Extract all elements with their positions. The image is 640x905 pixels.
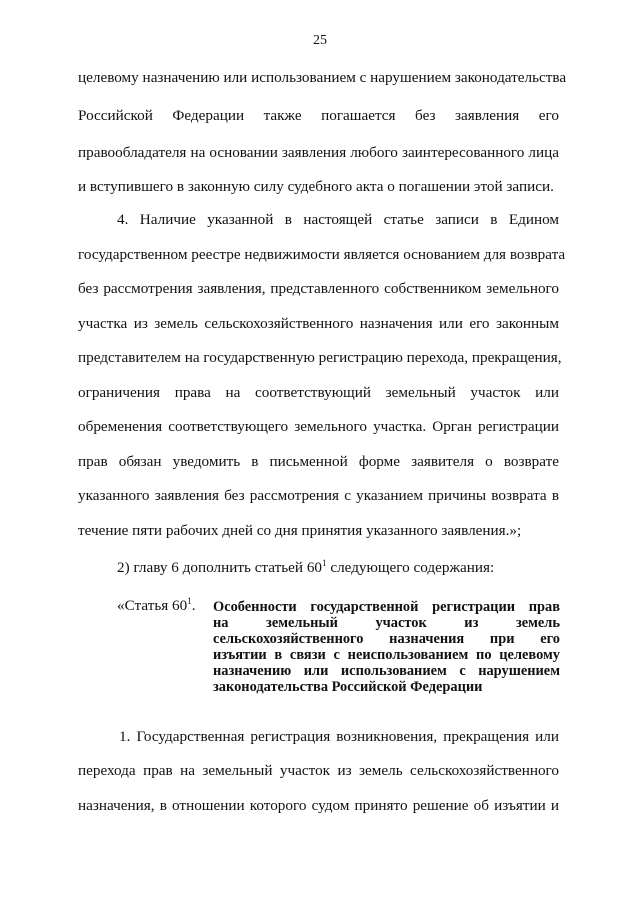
article-title-line: сельскохозяйственного назначения при его [213,631,560,647]
body-text-line: Российской Федерации также погашается без заявления его [78,107,559,124]
body-text-line: правообладателя на основании заявления любого заинтересованного лица [78,144,559,161]
superscript: 1 [322,558,327,568]
amendment-item-text: следующего содержания: [326,559,495,576]
body-text-line: представителем на государственную регистрацию перехода, прекращения, [78,349,562,366]
article-title [213,599,560,695]
article-title-line: изъятии в связи с неиспользованием по целевому [213,647,560,663]
body-text-line: обременения соответствующего земельного участка. Орган регистрации [78,418,559,435]
amendment-item-text: 2) главу 6 дополнить статьей 60 [117,559,323,576]
body-text-line: назначения, в отношении которого судом принято решение об изъятии и [78,797,559,814]
article-label [117,597,196,615]
article-label-prefix: «Статья 60 [117,597,188,614]
body-text-line: 1. Государственная регистрация возникновения, прекращения или [119,728,559,745]
page-number: 25 [313,33,327,48]
article-title-line: Особенности государственной регистрации прав [213,599,560,615]
article-title-line: законодательства Российской Федерации [213,679,483,695]
body-text-line: течение пяти рабочих дней со дня принятия указанного заявления.»; [78,522,522,539]
body-text-line: прав обязан уведомить в письменной форме заявителя о возврате [78,453,559,470]
body-text-line: и вступившего в законную силу судебного акта о погашении этой записи. [78,178,554,195]
body-text-line: 4. Наличие указанной в настоящей статье записи в Едином [117,211,559,228]
body-text-line: государственном реестре недвижимости является основанием для возврата [78,246,566,263]
body-text-line: без рассмотрения заявления, представленного собственником земельного [78,280,559,297]
body-text-line: целевому назначению или использованием с нарушением законодательства [78,69,567,86]
body-text-line: участка из земель сельскохозяйственного назначения или его законным [78,315,559,332]
amendment-item [117,559,494,577]
article-title-line: назначению или использованием с нарушением [213,663,560,679]
superscript: 1 [187,596,192,606]
body-text-line: перехода прав на земельный участок из земель сельскохозяйственного [78,762,559,779]
body-text-line: ограничения права на соответствующий земельный участок или [78,384,559,401]
body-text-line: указанного заявления без рассмотрения с указанием причины возврата в [78,487,559,504]
article-title-line: на земельный участок из земель [213,615,560,631]
article-label-suffix: . [191,597,196,614]
